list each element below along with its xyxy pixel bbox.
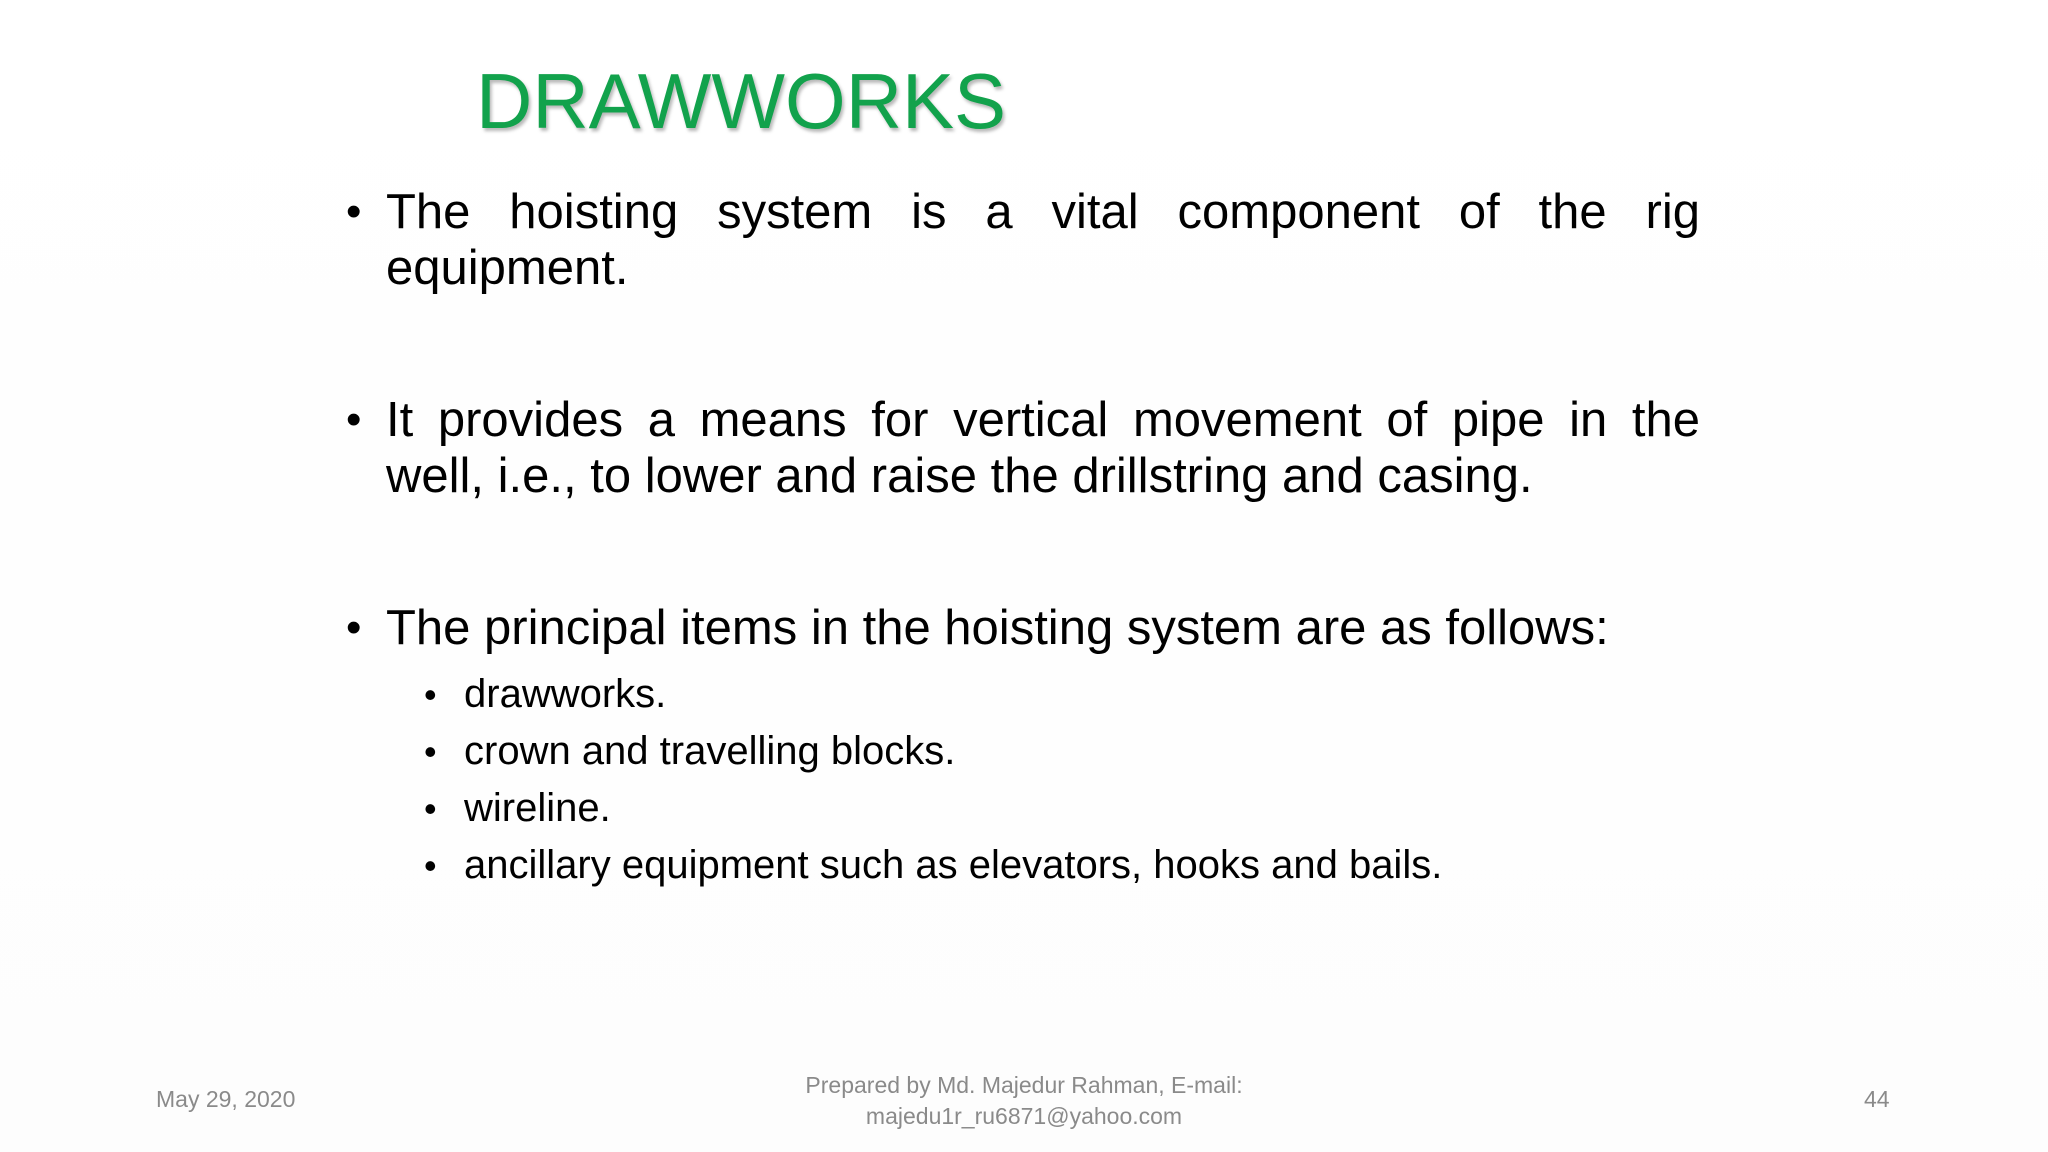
sub-bullet-text: ancillary equipment such as elevators, hooks and bails. <box>464 843 1443 887</box>
footer-prepared-by <box>724 1070 1324 1132</box>
bullet-text: The hoisting system is a vital component of the rig equipment. <box>386 185 1700 295</box>
bullet-text: It provides a means for vertical movement of pipe in the well, i.e., to lower and raise the drillstring and casing. <box>386 393 1700 503</box>
sub-bullet-item <box>346 837 1700 894</box>
sub-bullet-icon: • <box>424 788 437 829</box>
bullet-item <box>346 600 1700 656</box>
bullet-icon: • <box>346 187 362 236</box>
slide-content <box>346 184 1700 894</box>
sub-bullet-list <box>346 666 1700 894</box>
sub-bullet-icon: • <box>424 674 437 715</box>
bullet-text: The principal items in the hoisting system are as follows: <box>386 601 1609 655</box>
sub-bullet-icon: • <box>424 731 437 772</box>
footer-page-number: 44 <box>1864 1086 1890 1112</box>
sub-bullet-text: wireline. <box>464 786 611 830</box>
sub-bullet-text: crown and travelling blocks. <box>464 729 956 773</box>
bullet-icon: • <box>346 603 362 652</box>
bullet-item <box>346 184 1700 296</box>
footer-email: majedu1r_ru6871@yahoo.com <box>865 1103 1183 1129</box>
bullet-item <box>346 392 1700 504</box>
footer-date: May 29, 2020 <box>156 1086 296 1112</box>
sub-bullet-item <box>346 723 1700 780</box>
bullet-icon: • <box>346 395 362 444</box>
slide-title: DRAWWORKS <box>476 57 1007 145</box>
footer-prepared-by-line1: Prepared by Md. Majedur Rahman, E-mail: <box>805 1072 1243 1098</box>
sub-bullet-item <box>346 780 1700 837</box>
sub-bullet-icon: • <box>424 845 437 886</box>
sub-bullet-item <box>346 666 1700 723</box>
sub-bullet-text: drawworks. <box>464 672 667 716</box>
